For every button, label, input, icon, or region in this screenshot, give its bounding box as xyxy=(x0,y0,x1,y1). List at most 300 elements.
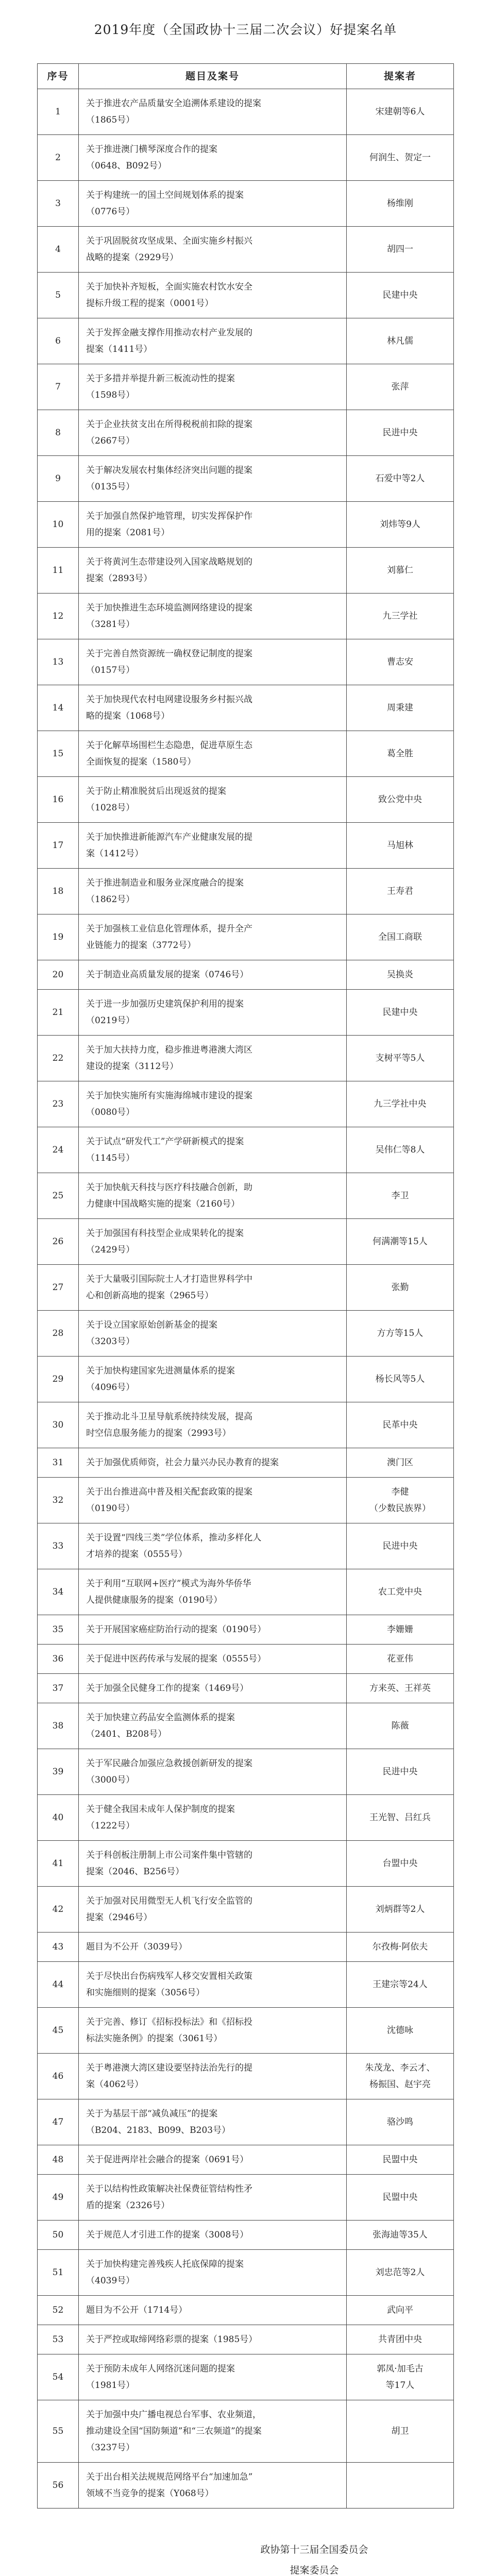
proposal-title-line: 盾的提案（2326号） xyxy=(86,2200,170,2211)
proposer-line: 何满潮等15人 xyxy=(373,1236,428,1247)
proposer xyxy=(347,1674,454,1703)
proposer-line: 宋建朝等6人 xyxy=(375,107,425,117)
proposal-title xyxy=(79,1645,347,1674)
header-proposer: 提案者 xyxy=(347,64,454,89)
proposer xyxy=(347,1265,454,1311)
proposal-title-line: （0776号） xyxy=(86,207,135,217)
table-row xyxy=(38,456,454,502)
proposal-title xyxy=(79,990,347,1036)
proposal-title-line: 关于设立国家原始创新基金的提案 xyxy=(86,1320,217,1330)
table-row xyxy=(38,1523,454,1569)
table-row xyxy=(38,227,454,273)
table-row xyxy=(38,1887,454,1933)
proposal-title-line: 和实施细则的提案（3056号） xyxy=(86,1988,205,1998)
proposer-line: 胡四一 xyxy=(387,244,413,255)
proposer-line: 尔孜梅·阿依夫 xyxy=(372,1942,428,1952)
proposer xyxy=(347,1127,454,1173)
proposal-title-line: （3000号） xyxy=(86,1775,135,1785)
row-number: 14 xyxy=(38,685,79,731)
proposal-title-line: 关于促进中医药传承与发展的提案（0555号） xyxy=(86,1654,266,1664)
table-row xyxy=(38,2250,454,2296)
proposal-title xyxy=(79,2221,347,2250)
proposer xyxy=(347,731,454,777)
proposal-title-line: 建设的提案（3112号） xyxy=(86,1061,179,1072)
proposer xyxy=(347,548,454,594)
proposal-title-line: 关于加强中央广播电视总台军事、农业频道， xyxy=(86,2410,261,2420)
row-number: 42 xyxy=(38,1887,79,1933)
proposal-title xyxy=(79,1036,347,1081)
proposal-title xyxy=(79,1703,347,1749)
proposer-line: 郭凤·加毛古 xyxy=(377,2364,424,2374)
proposer xyxy=(347,1478,454,1523)
proposer-line: 澳门区 xyxy=(387,1458,413,1468)
proposal-title-line: 心和创新高地的提案（2965号） xyxy=(86,1291,214,1301)
proposal-title-line: 关于出台相关法规规范网络平台“加速加急” xyxy=(86,2472,253,2482)
proposal-title-line: 关于加快推进生态环境监测网络建设的提案 xyxy=(86,603,252,613)
proposal-title xyxy=(79,914,347,960)
proposer-line: 共青团中央 xyxy=(378,2334,422,2345)
proposal-title-line: 关于制造业高质量发展的提案（0746号） xyxy=(86,970,249,980)
row-number: 54 xyxy=(38,2354,79,2400)
proposal-title-line: 全面恢复的提案（1580号） xyxy=(86,757,196,767)
row-number: 6 xyxy=(38,318,79,364)
proposer xyxy=(347,960,454,990)
table-row xyxy=(38,502,454,548)
proposal-title-line: （1981号） xyxy=(86,2380,135,2391)
proposer-line: 方来英、王祥英 xyxy=(369,1683,431,1693)
proposal-title-line: （0219号） xyxy=(86,1015,135,1026)
proposer-line: 刘炜等9人 xyxy=(380,519,420,530)
proposal-title xyxy=(79,1265,347,1311)
proposer xyxy=(347,1081,454,1127)
row-number: 29 xyxy=(38,1357,79,1402)
proposal-title-line: 关于化解草场围栏生态隐患，促进草原生态 xyxy=(86,740,252,751)
proposal-title-line: 关于发挥金融支撑作用推动农村产业发展的 xyxy=(86,328,252,338)
proposal-title xyxy=(79,2325,347,2354)
proposer xyxy=(347,1357,454,1402)
proposal-title-line: 关于推进制造业和服务业深度融合的提案 xyxy=(86,878,244,888)
proposer-line: 杨维刚 xyxy=(387,198,413,209)
proposal-title-line: （3203号） xyxy=(86,1336,135,1347)
row-number: 11 xyxy=(38,548,79,594)
row-number: 3 xyxy=(38,181,79,227)
proposer-line: 民建中央 xyxy=(382,290,418,300)
table-body xyxy=(38,89,454,2509)
proposal-title-line: （2667号） xyxy=(86,436,135,446)
proposal-title xyxy=(79,1448,347,1478)
proposal-title-line: 关于巩固脱贫攻坚成果、全面实施乡村振兴 xyxy=(86,236,252,246)
row-number: 37 xyxy=(38,1674,79,1703)
proposer-line: 吴换炎 xyxy=(387,970,413,980)
proposal-title xyxy=(79,777,347,823)
proposal-title-line: 提案（2046、B256号） xyxy=(86,1867,184,1877)
proposer-line: 等17人 xyxy=(385,2380,415,2391)
proposer-line: 民盟中央 xyxy=(382,2155,418,2165)
proposer-line: 张海迪等35人 xyxy=(373,2230,428,2240)
proposal-title-line: 关于预防未成年人网络沉迷问题的提案 xyxy=(86,2364,235,2374)
proposer xyxy=(347,364,454,410)
proposer xyxy=(347,1749,454,1795)
table-row xyxy=(38,960,454,990)
proposal-title-line: 关于加强国有科技型企业成果转化的提案 xyxy=(86,1228,244,1239)
row-number: 45 xyxy=(38,2008,79,2054)
proposer xyxy=(347,914,454,960)
table-row xyxy=(38,639,454,685)
proposer-line: 林凡儒 xyxy=(387,336,413,346)
row-number: 49 xyxy=(38,2175,79,2221)
table-row xyxy=(38,1749,454,1795)
proposer xyxy=(347,1402,454,1448)
table-row xyxy=(38,89,454,135)
proposer-line: 民进中央 xyxy=(382,428,418,438)
proposal-title xyxy=(79,2175,347,2221)
proposer xyxy=(347,318,454,364)
proposal-title-line: 关于加大扶持力度，稳步推进粤港澳大湾区 xyxy=(86,1045,252,1055)
row-number: 43 xyxy=(38,1933,79,1962)
proposal-title xyxy=(79,960,347,990)
row-number: 8 xyxy=(38,410,79,456)
table-row xyxy=(38,1569,454,1615)
proposer xyxy=(347,2008,454,2054)
proposal-title-line: 关于健全我国未成年人保护制度的提案 xyxy=(86,1804,235,1815)
proposal-title-line: （4039号） xyxy=(86,2276,135,2286)
row-number: 48 xyxy=(38,2145,79,2175)
proposer xyxy=(347,1887,454,1933)
row-number: 15 xyxy=(38,731,79,777)
proposal-title-line: 关于推进澳门横琴深度合作的提案 xyxy=(86,144,217,155)
proposal-title-line: 关于加强全民健身工作的提案（1469号） xyxy=(86,1683,249,1693)
proposer xyxy=(347,1523,454,1569)
row-number: 23 xyxy=(38,1081,79,1127)
proposer-line: 花亚伟 xyxy=(387,1654,413,1664)
row-number: 40 xyxy=(38,1795,79,1841)
table-row xyxy=(38,2463,454,2509)
proposal-title-line: 关于加强对民用微型无人机飞行安全监管的 xyxy=(86,1896,252,1906)
proposer xyxy=(347,456,454,502)
proposal-title xyxy=(79,2354,347,2400)
proposal-title-line: （3237号） xyxy=(86,2443,135,2453)
proposer-line: 何润生、贺定一 xyxy=(369,152,431,163)
proposal-title-line: 提案（2893号） xyxy=(86,573,153,584)
proposal-title xyxy=(79,364,347,410)
proposal-title xyxy=(79,2250,347,2296)
table-row xyxy=(38,1081,454,1127)
proposal-title xyxy=(79,2008,347,2054)
proposer-line: 九三学社中央 xyxy=(374,1099,427,1109)
table-row xyxy=(38,2008,454,2054)
proposal-title-line: 关于构建统一的国土空间规划体系的提案 xyxy=(86,190,244,200)
row-number: 52 xyxy=(38,2296,79,2325)
proposer-line: 曹志安 xyxy=(387,657,413,667)
table-row xyxy=(38,2354,454,2400)
proposer-line: 农工党中央 xyxy=(378,1587,422,1597)
proposal-title-line: 关于推进农产品质量安全追溯体系建设的提案 xyxy=(86,98,261,109)
proposal-title-line: （0648、B092号） xyxy=(86,161,167,171)
proposer-line: 刘炳群等2人 xyxy=(375,1904,425,1914)
proposer xyxy=(347,1703,454,1749)
proposer-line: 民进中央 xyxy=(382,1767,418,1777)
row-number: 53 xyxy=(38,2325,79,2354)
table-row xyxy=(38,1615,454,1645)
proposal-title-line: 关于加快推进新能源汽车产业健康发展的提 xyxy=(86,832,252,842)
row-number: 35 xyxy=(38,1615,79,1645)
proposal-title-line: （2429号） xyxy=(86,1245,135,1255)
proposal-title-line: 关于加强自然保护地管理，切实发挥保护作 xyxy=(86,511,252,521)
table-row xyxy=(38,1703,454,1749)
proposal-title xyxy=(79,1219,347,1265)
proposer-line: 朱茂龙、李云才、 xyxy=(365,2063,435,2073)
table-row xyxy=(38,1173,454,1219)
proposal-title-line: 关于试点“研发代工”产学研新模式的提案 xyxy=(86,1137,244,1147)
proposal-title xyxy=(79,1841,347,1887)
proposer xyxy=(347,990,454,1036)
row-number: 20 xyxy=(38,960,79,990)
table-row xyxy=(38,1795,454,1841)
table-row xyxy=(38,2325,454,2354)
table-row xyxy=(38,273,454,318)
proposal-title-line: 关于多措并举提升新三板流动性的提案 xyxy=(86,374,235,384)
proposer-line: 民建中央 xyxy=(382,1007,418,1018)
proposer-line: 张勤 xyxy=(391,1282,409,1293)
proposal-title-line: 关于出台推进高中普及相关配套政策的提案 xyxy=(86,1487,252,1497)
row-number: 2 xyxy=(38,135,79,181)
proposal-title-line: （1862号） xyxy=(86,894,135,905)
proposer xyxy=(347,639,454,685)
proposer xyxy=(347,2145,454,2175)
proposal-title-line: 关于加快构建完善残疾人托底保障的提案 xyxy=(86,2259,244,2269)
proposal-title-line: （2401、B208号） xyxy=(86,1729,167,1739)
table-row xyxy=(38,181,454,227)
proposer xyxy=(347,1036,454,1081)
table-row xyxy=(38,869,454,914)
proposal-title-line: 业链能力的提案（3772号） xyxy=(86,940,196,951)
proposer xyxy=(347,1645,454,1674)
proposal-title-line: （1145号） xyxy=(86,1153,135,1163)
proposal-title-line: 关于加快建立药品安全监测体系的提案 xyxy=(86,1713,235,1723)
proposer xyxy=(347,2250,454,2296)
proposal-title xyxy=(79,2054,347,2099)
table-row xyxy=(38,2054,454,2099)
proposer xyxy=(347,135,454,181)
proposal-title xyxy=(79,2099,347,2145)
proposer-line: 骆沙鸣 xyxy=(387,2117,413,2127)
proposer xyxy=(347,181,454,227)
proposer-line: （少数民族界） xyxy=(369,1503,431,1514)
proposer xyxy=(347,1569,454,1615)
proposal-title xyxy=(79,502,347,548)
proposal-title-line: 关于防止精准脱贫后出现返贫的提案 xyxy=(86,786,226,796)
proposal-title-line: 关于推动北斗卫星导航系统持续发展，提高 xyxy=(86,1412,252,1422)
row-number: 24 xyxy=(38,1127,79,1173)
proposal-title xyxy=(79,1795,347,1841)
proposer-line: 刘忠范等2人 xyxy=(375,2267,425,2278)
proposal-title-line: 关于设置“四线三类”学位体系，推动多样化人 xyxy=(86,1533,262,1543)
table-row xyxy=(38,548,454,594)
table-row xyxy=(38,914,454,960)
proposal-title-line: 关于加快实施所有实施海绵城市建设的提案 xyxy=(86,1091,252,1101)
proposer-line: 张萍 xyxy=(391,382,409,392)
proposal-title xyxy=(79,181,347,227)
proposer xyxy=(347,410,454,456)
proposal-title xyxy=(79,639,347,685)
proposal-title xyxy=(79,1311,347,1357)
proposer-line: 支树平等5人 xyxy=(375,1053,425,1063)
table-row xyxy=(38,2099,454,2145)
table-row xyxy=(38,1933,454,1962)
proposer-line: 李姗姗 xyxy=(387,1624,413,1635)
proposal-title xyxy=(79,273,347,318)
row-number: 13 xyxy=(38,639,79,685)
proposal-title xyxy=(79,1749,347,1795)
table-row xyxy=(38,1645,454,1674)
row-number: 50 xyxy=(38,2221,79,2250)
proposer xyxy=(347,2221,454,2250)
proposal-title xyxy=(79,135,347,181)
proposer xyxy=(347,2400,454,2463)
proposal-title-line: 提标升级工程的提案（0001号） xyxy=(86,298,214,309)
proposal-title xyxy=(79,2400,347,2463)
proposal-title-line: 人提供健康服务的提案（0190号） xyxy=(86,1595,223,1605)
proposal-title-line: （0190号） xyxy=(86,1503,135,1514)
proposal-title-line: 题目为不公开（1714号） xyxy=(86,2305,188,2315)
proposer-line: 李卫 xyxy=(391,1191,409,1201)
proposer xyxy=(347,89,454,135)
proposal-title xyxy=(79,1357,347,1402)
proposal-title-line: 标法实施条例》的提案（3061号） xyxy=(86,2033,223,2044)
table-row xyxy=(38,594,454,639)
proposal-title-line: （1222号） xyxy=(86,1821,135,1831)
row-number: 1 xyxy=(38,89,79,135)
row-number: 10 xyxy=(38,502,79,548)
row-number: 32 xyxy=(38,1478,79,1523)
proposal-title-line: 关于加快现代农村电网建设服务乡村振兴战 xyxy=(86,694,252,705)
table-row xyxy=(38,685,454,731)
proposal-title-line: 关于科创板注册制上市公司案件集中管辖的 xyxy=(86,1850,252,1860)
proposer xyxy=(347,1219,454,1265)
proposer-line: 王寿君 xyxy=(387,886,413,896)
table-row xyxy=(38,1265,454,1311)
proposer-line: 杨振国、赵宇亮 xyxy=(369,2079,431,2090)
row-number: 51 xyxy=(38,2250,79,2296)
proposal-title-line: 关于利用“互联网+医疗”模式为海外华侨华 xyxy=(86,1579,251,1589)
proposer-line: 沈德咏 xyxy=(387,2025,413,2036)
proposer-line: 王建宗等24人 xyxy=(373,1979,428,1990)
row-number: 39 xyxy=(38,1749,79,1795)
proposal-title xyxy=(79,1173,347,1219)
proposer xyxy=(347,1173,454,1219)
proposal-title xyxy=(79,227,347,273)
table-row xyxy=(38,2221,454,2250)
row-number: 56 xyxy=(38,2463,79,2509)
row-number: 19 xyxy=(38,914,79,960)
table-row xyxy=(38,364,454,410)
proposal-title xyxy=(79,731,347,777)
table-row xyxy=(38,1311,454,1357)
proposer xyxy=(347,1962,454,2008)
table-row xyxy=(38,2175,454,2221)
proposer xyxy=(347,2175,454,2221)
table-row xyxy=(38,135,454,181)
row-number: 22 xyxy=(38,1036,79,1081)
proposal-title xyxy=(79,1523,347,1569)
header-title: 题目及案号 xyxy=(79,64,347,89)
proposal-title-line: 才培养的提案（0555号） xyxy=(86,1549,188,1560)
row-number: 41 xyxy=(38,1841,79,1887)
proposer xyxy=(347,823,454,869)
row-number: 34 xyxy=(38,1569,79,1615)
proposal-title xyxy=(79,410,347,456)
proposer xyxy=(347,594,454,639)
proposal-title xyxy=(79,869,347,914)
proposal-title xyxy=(79,1962,347,2008)
proposal-title-line: （3281号） xyxy=(86,619,135,630)
proposer xyxy=(347,2054,454,2099)
proposer-line: 马旭林 xyxy=(387,840,413,851)
row-number: 44 xyxy=(38,1962,79,2008)
row-number: 16 xyxy=(38,777,79,823)
proposal-title-line: 关于严控或取缔网络彩票的提案（1985号） xyxy=(86,2334,258,2345)
proposer xyxy=(347,1615,454,1645)
table-row xyxy=(38,1448,454,1478)
proposer-line: 台盟中央 xyxy=(382,1858,418,1869)
header-num: 序号 xyxy=(38,64,79,89)
proposer xyxy=(347,227,454,273)
proposer-line: 李健 xyxy=(391,1487,409,1497)
proposer xyxy=(347,273,454,318)
proposal-title-line: 案（4062号） xyxy=(86,2079,144,2090)
proposal-title-line: 题目为不公开（3039号） xyxy=(86,1942,188,1952)
proposer-line: 民革中央 xyxy=(382,1420,418,1430)
proposal-title xyxy=(79,1615,347,1645)
proposal-title-line: 关于加快补齐短板，全面实施农村饮水安全 xyxy=(86,282,252,292)
proposer-line: 周秉建 xyxy=(387,703,413,713)
proposal-title-line: 关于促进两岸社会融合的提案（0691号） xyxy=(86,2155,249,2165)
proposer xyxy=(347,2296,454,2325)
proposal-title xyxy=(79,1478,347,1523)
proposal-title-line: 关于加快航天科技与医疗科技融合创新，助 xyxy=(86,1182,252,1193)
table-row xyxy=(38,823,454,869)
proposer-line: 九三学社 xyxy=(382,611,418,621)
proposal-title-line: 关于进一步加强历史建筑保护利用的提案 xyxy=(86,999,244,1009)
proposer xyxy=(347,1841,454,1887)
table-row xyxy=(38,777,454,823)
row-number: 21 xyxy=(38,990,79,1036)
proposal-title-line: 关于完善自然资源统一确权登记制度的提案 xyxy=(86,649,252,659)
proposal-title-line: 关于大量吸引国际院士人才打造世界科学中 xyxy=(86,1274,252,1284)
proposer xyxy=(347,1795,454,1841)
row-number: 18 xyxy=(38,869,79,914)
proposal-title xyxy=(79,1887,347,1933)
proposal-title xyxy=(79,823,347,869)
table-row xyxy=(38,1841,454,1887)
proposal-title-line: （B204、2183、B099、B203号） xyxy=(86,2125,231,2136)
proposer-line: 刘慕仁 xyxy=(387,565,413,575)
row-number: 33 xyxy=(38,1523,79,1569)
proposer xyxy=(347,869,454,914)
proposer-line: 民盟中央 xyxy=(382,2192,418,2202)
proposal-title-line: （0135号） xyxy=(86,482,135,492)
proposal-title-line: 关于为基层干部“减负减压”的提案 xyxy=(86,2109,218,2119)
proposer xyxy=(347,1311,454,1357)
table-row xyxy=(38,731,454,777)
proposal-title-line: 用的提案（2081号） xyxy=(86,528,170,538)
proposal-title xyxy=(79,1569,347,1615)
proposal-title-line: 时空信息服务能力的提案（2993号） xyxy=(86,1428,231,1438)
proposal-title xyxy=(79,89,347,135)
proposal-title xyxy=(79,548,347,594)
proposal-title xyxy=(79,2463,347,2509)
proposal-title xyxy=(79,1081,347,1127)
